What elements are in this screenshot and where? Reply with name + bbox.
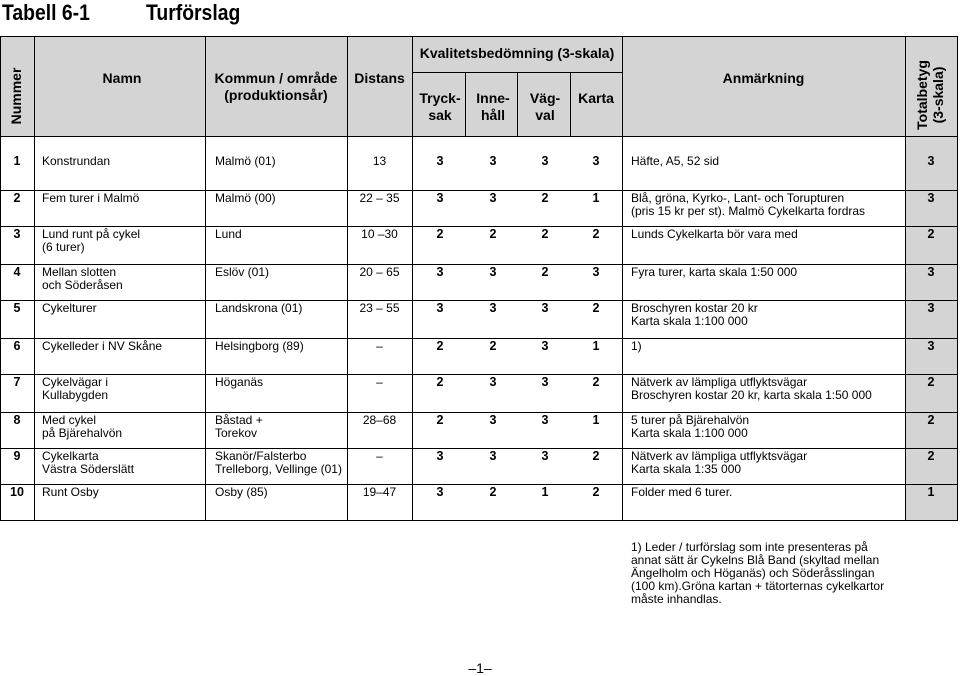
header-vag-line2: val (535, 107, 555, 123)
cell-distans: 20 – 65 (359, 265, 400, 279)
cell-nr: 9 (13, 449, 21, 463)
cell-total: 2 (927, 375, 935, 389)
cell-nr: 7 (13, 375, 21, 389)
cell-kommun1: Skanör/Falsterbo (215, 449, 307, 463)
cell-total: 2 (927, 413, 935, 427)
cell-anm (631, 414, 903, 440)
cell-kommun1: Landskrona (01) (215, 301, 303, 315)
cell-vag: 3 (541, 375, 549, 389)
cell-anm (631, 376, 903, 402)
cell-inne: 3 (489, 375, 497, 389)
cell-kommun (215, 376, 345, 389)
cell-namn1: Cykelkarta (42, 449, 99, 463)
cell-namn (42, 228, 202, 254)
cell-anm2: (pris 15 kr per st). Malmö Cykelkarta fordras (631, 204, 866, 218)
cell-inne: 2 (489, 485, 497, 499)
cell-karta: 2 (592, 301, 600, 315)
cell-karta: 1 (592, 339, 600, 353)
header-kvalitet: Kvalitetsbedömning (3-skala) (419, 45, 615, 61)
cell-anm2: Karta skala 1:100 000 (631, 314, 748, 328)
header-namn: Namn (102, 70, 142, 86)
cell-namn (42, 376, 202, 402)
cell-anm (631, 155, 903, 168)
cell-karta: 1 (592, 191, 600, 205)
cell-kommun1: Höganäs (215, 375, 264, 389)
cell-namn1: Cykelturer (42, 301, 97, 315)
header-kommun-line2: (produktionsår) (224, 87, 328, 103)
cell-distans: – (376, 449, 383, 463)
header-nummer: Nummer (8, 67, 24, 125)
cell-nr: 8 (13, 413, 21, 427)
header-inne-line2: håll (480, 107, 506, 123)
cell-karta: 2 (592, 485, 600, 499)
cell-anm1: 5 turer på Bjärehalvön (631, 413, 750, 427)
cell-inne: 3 (489, 413, 497, 427)
cell-kommun1: Osby (85) (215, 485, 268, 499)
cell-anm1: Broschyren kostar 20 kr (631, 301, 758, 315)
header-tryck (412, 90, 468, 124)
header-tryck-line1: Tryck- (419, 90, 461, 106)
cell-anm (631, 302, 903, 328)
cell-namn1: Runt Osby (42, 485, 99, 499)
cell-kommun (215, 450, 345, 476)
cell-anm (631, 486, 903, 499)
cell-namn1: Konstrundan (42, 154, 111, 168)
cell-namn1: Lund runt på cykel (42, 227, 141, 241)
cell-kommun (215, 414, 345, 440)
cell-nr: 6 (13, 339, 21, 353)
cell-tryck: 3 (436, 485, 444, 499)
header-kommun-line1: Kommun / område (214, 70, 338, 86)
table-title: Turförslag (146, 0, 241, 25)
cell-inne: 2 (489, 339, 497, 353)
cell-total: 2 (927, 449, 935, 463)
cell-karta: 3 (592, 154, 600, 168)
cell-nr: 1 (13, 154, 21, 168)
cell-kommun1: Eslöv (01) (215, 265, 270, 279)
cell-inne: 2 (489, 227, 497, 241)
cell-namn2: Västra Söderslätt (42, 462, 135, 476)
footnote: 1) Leder / turförslag som inte presenteras på annat sätt är Cykelns Blå Band (skyltad mellan Ängelholm och Höganäs) och Söderåsslingan (100 km).Gröna kartan + tätorternas cykelkartor måste inhandlas. (631, 540, 885, 606)
cell-anm2: Karta skala 1:35 000 (631, 462, 742, 476)
cell-vag: 1 (541, 485, 549, 499)
cell-anm1: Nätverk av lämpliga utflyktsvägar (631, 375, 808, 389)
header-vag (517, 90, 573, 124)
cell-anm1: 1) (631, 339, 642, 353)
cell-namn2: på Bjärehalvön (42, 426, 123, 440)
cell-vag: 2 (541, 227, 549, 241)
cell-total: 3 (927, 191, 935, 205)
cell-namn (42, 414, 202, 440)
cell-anm2: Broschyren kostar 20 kr, karta skala 1:50 000 (631, 388, 872, 402)
cell-distans: 10 –30 (361, 227, 398, 241)
cell-inne: 3 (489, 154, 497, 168)
cell-anm (631, 266, 903, 279)
cell-namn1: Cykelvägar i (42, 375, 109, 389)
cell-tryck: 3 (436, 301, 444, 315)
cell-inne: 3 (489, 449, 497, 463)
cell-tryck: 2 (436, 413, 444, 427)
cell-anm1: Blå, gröna, Kyrko-, Lant- och Torupturen (631, 191, 845, 205)
cell-total: 3 (927, 301, 935, 315)
cell-kommun1: Malmö (01) (215, 154, 276, 168)
cell-anm (631, 192, 903, 218)
cell-anm1: Lunds Cykelkarta bör vara med (631, 227, 798, 241)
cell-karta: 3 (592, 265, 600, 279)
cell-nr: 2 (13, 191, 21, 205)
cell-namn (42, 450, 202, 476)
cell-anm1: Nätverk av lämpliga utflyktsvägar (631, 449, 808, 463)
cell-distans: – (376, 375, 383, 389)
header-totalbetyg (914, 53, 946, 137)
cell-kommun1: Lund (215, 227, 242, 241)
cell-anm (631, 450, 903, 476)
cell-kommun (215, 155, 345, 168)
cell-total: 3 (927, 154, 935, 168)
cell-inne: 3 (489, 301, 497, 315)
cell-namn2: Kullabygden (42, 388, 109, 402)
cell-distans: 19–47 (362, 485, 397, 499)
cell-anm1: Fyra turer, karta skala 1:50 000 (631, 265, 798, 279)
table-number: Tabell 6-1 (2, 0, 90, 25)
header-tryck-line2: sak (428, 107, 452, 123)
cell-namn2: och Söderåsen (42, 278, 123, 292)
header-inne-line1: Inne- (476, 90, 510, 106)
cell-nr: 5 (13, 301, 21, 315)
cell-tryck: 3 (436, 449, 444, 463)
cell-namn1: Mellan slotten (42, 265, 117, 279)
page-number: –1– (468, 660, 492, 676)
cell-kommun (215, 486, 345, 499)
cell-tryck: 3 (436, 191, 444, 205)
cell-inne: 3 (489, 265, 497, 279)
cell-tryck: 2 (436, 227, 444, 241)
cell-anm1: Folder med 6 turer. (631, 485, 733, 499)
cell-vag: 3 (541, 154, 549, 168)
cell-vag: 2 (541, 191, 549, 205)
cell-karta: 2 (592, 375, 600, 389)
cell-kommun (215, 192, 345, 205)
header-anmarkning: Anmärkning (722, 70, 805, 86)
cell-anm1: Häfte, A5, 52 sid (631, 154, 720, 168)
cell-vag: 2 (541, 265, 549, 279)
cell-distans: 23 – 55 (359, 301, 400, 315)
cell-nr: 10 (10, 485, 24, 499)
cell-nr: 4 (13, 265, 21, 279)
cell-namn (42, 340, 202, 353)
header-inne (465, 90, 521, 124)
cell-tryck: 2 (436, 339, 444, 353)
cell-namn2: (6 turer) (42, 240, 85, 254)
cell-kommun1: Helsingborg (89) (215, 339, 304, 353)
cell-karta: 2 (592, 227, 600, 241)
cell-kommun (215, 340, 345, 353)
cell-kommun (215, 302, 345, 315)
cell-total: 3 (927, 265, 935, 279)
header-distans: Distans (354, 70, 405, 86)
cell-kommun (215, 228, 345, 241)
header-kommun (205, 70, 347, 104)
cell-karta: 1 (592, 413, 600, 427)
cell-inne: 3 (489, 191, 497, 205)
cell-namn1: Med cykel (42, 413, 97, 427)
cell-nr: 3 (13, 227, 21, 241)
cell-kommun2: Torekov (215, 426, 258, 440)
header-vag-line1: Väg- (529, 90, 561, 106)
cell-kommun2: Trelleborg, Vellinge (01) (215, 462, 342, 476)
cell-distans: 28–68 (362, 413, 397, 427)
cell-distans: 22 – 35 (359, 191, 400, 205)
cell-tryck: 3 (436, 265, 444, 279)
header-karta: Karta (578, 90, 614, 106)
cell-namn (42, 192, 202, 205)
cell-namn (42, 266, 202, 292)
header-totalbetyg-line1: Totalbetyg (914, 60, 930, 130)
cell-kommun1: Malmö (00) (215, 191, 276, 205)
cell-namn (42, 155, 202, 168)
cell-distans: 13 (372, 154, 387, 168)
cell-kommun1: Båstad + (215, 413, 263, 427)
cell-namn1: Fem turer i Malmö (42, 191, 140, 205)
cell-total: 3 (927, 339, 935, 353)
cell-vag: 3 (541, 449, 549, 463)
cell-namn (42, 302, 202, 315)
cell-vag: 3 (541, 301, 549, 315)
cell-namn1: Cykelleder i NV Skåne (42, 339, 163, 353)
header-totalbetyg-line2: (3-skala) (930, 66, 946, 124)
cell-tryck: 2 (436, 375, 444, 389)
cell-total: 1 (927, 485, 935, 499)
cell-anm2: Karta skala 1:100 000 (631, 426, 748, 440)
cell-vag: 3 (541, 413, 549, 427)
cell-kommun (215, 266, 345, 279)
cell-anm (631, 228, 903, 241)
cell-namn (42, 486, 202, 499)
cell-distans: – (376, 339, 383, 353)
cell-total: 2 (927, 227, 935, 241)
cell-tryck: 3 (436, 154, 444, 168)
cell-karta: 2 (592, 449, 600, 463)
cell-anm (631, 340, 903, 353)
cell-vag: 3 (541, 339, 549, 353)
